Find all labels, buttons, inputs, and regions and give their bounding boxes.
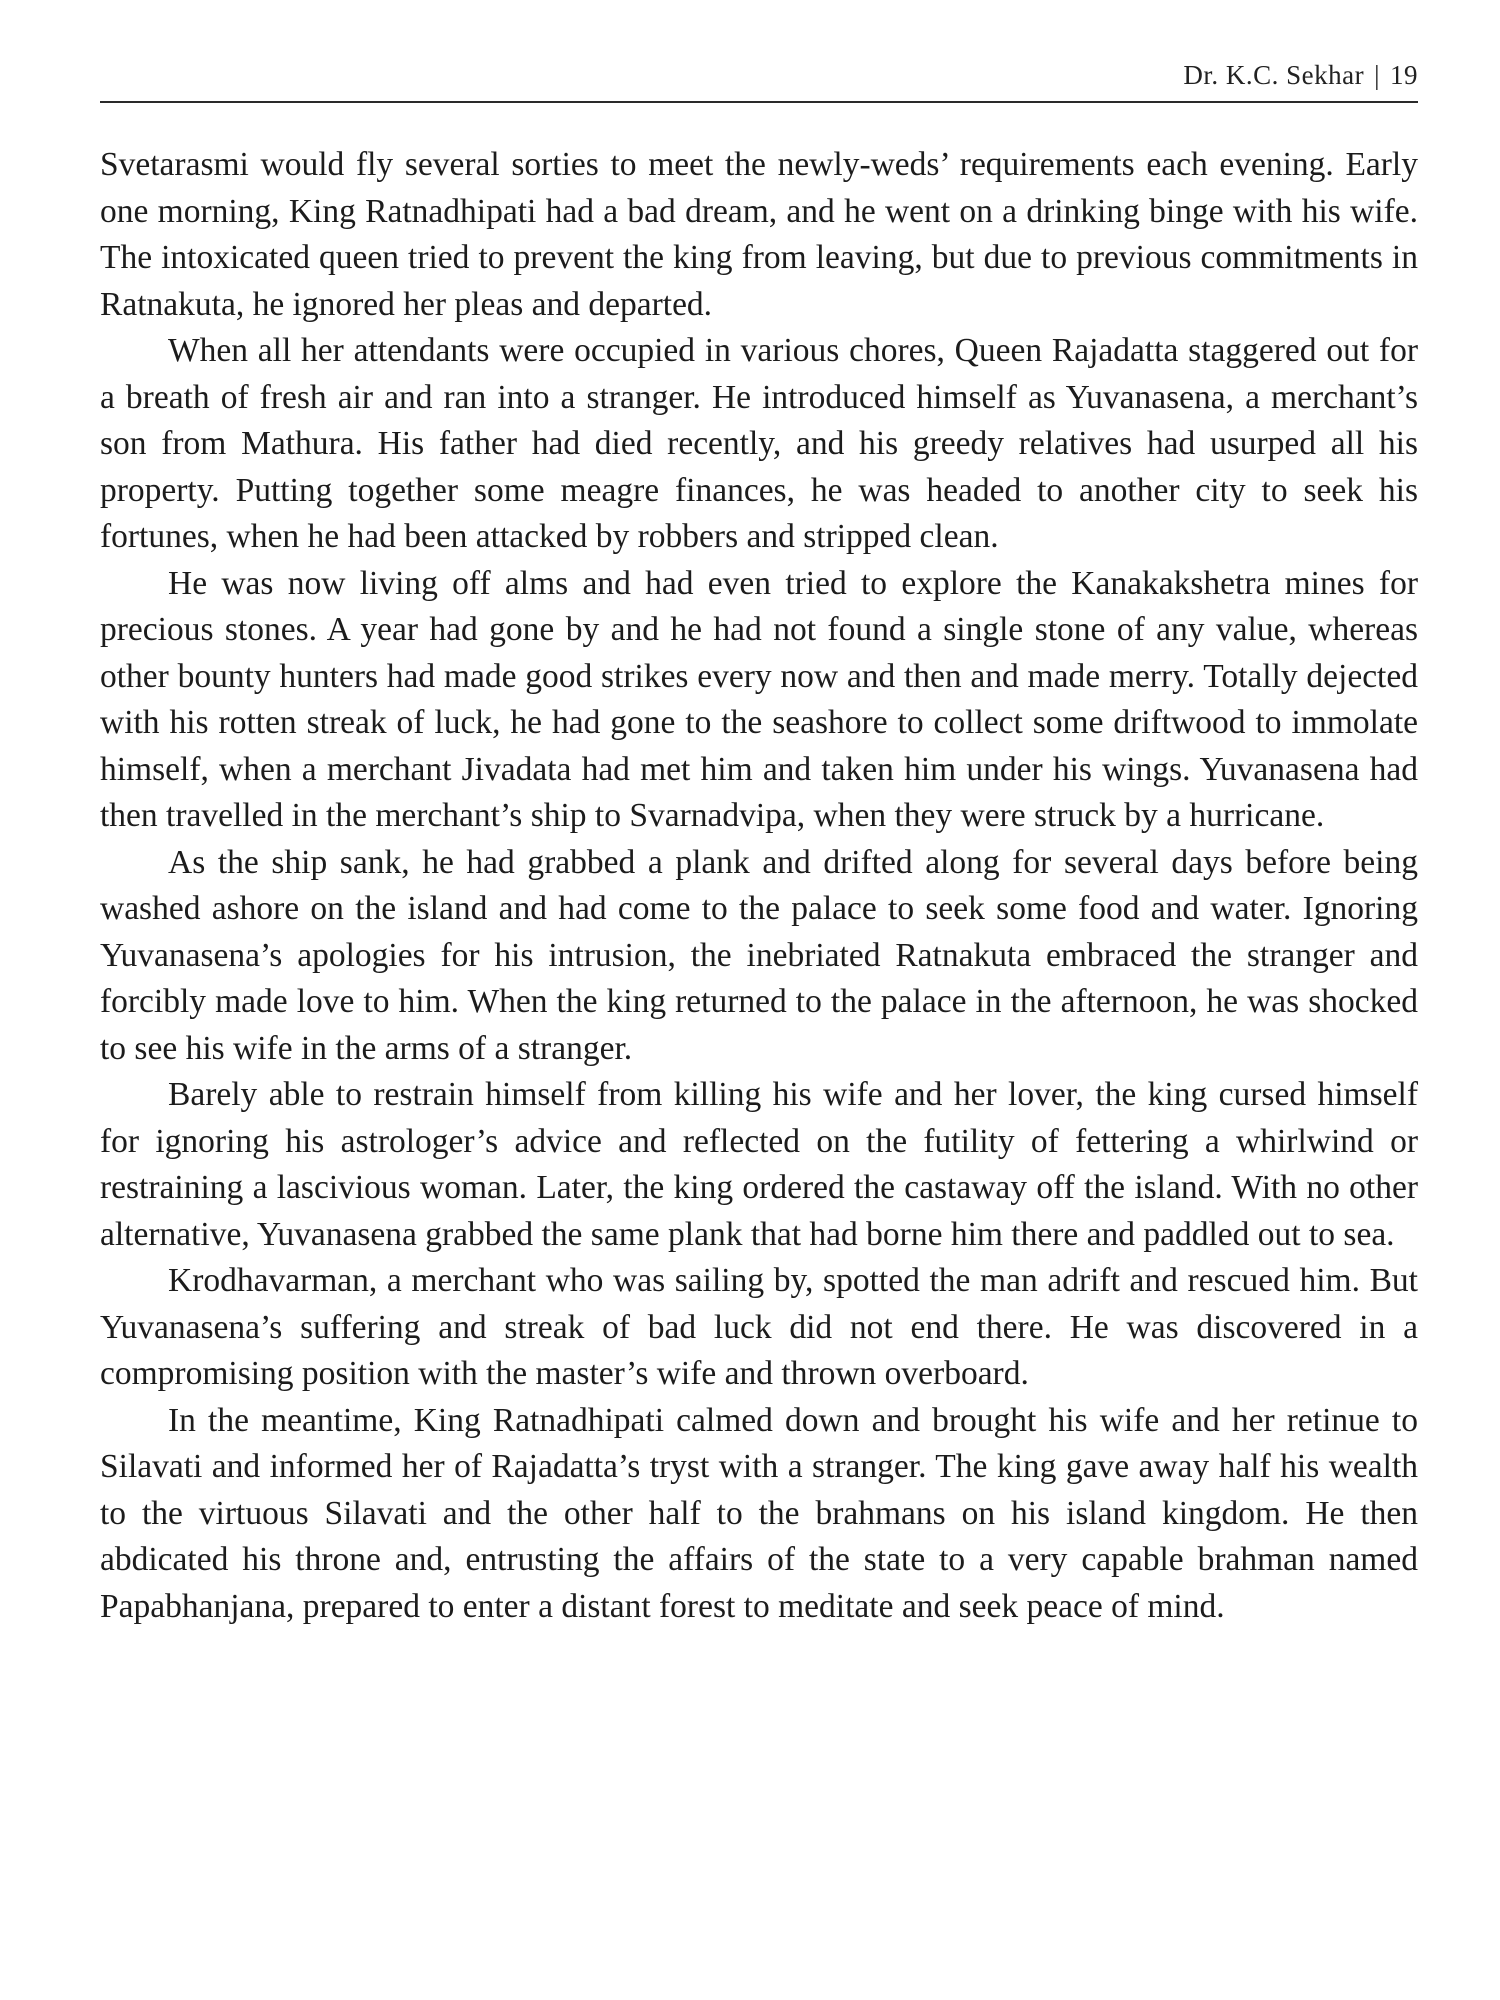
paragraph: Svetarasmi would fly several sorties to meet the newly-weds’ requirements each evening. Early one morning, King Ratnadhipati had a bad dream, and he went on a drinking binge with his wife. The intoxicated queen tried to prevent the king from leaving, but due to previous commitments in Ratnakuta, he ignored her pleas and departed. bbox=[100, 146, 1418, 323]
paragraph: As the ship sank, he had grabbed a plank and drifted along for several days before being washed ashore on the island and had come to the palace to seek some food and water. Ignoring Yuvanasena’s apologies for his intrusion, the inebriated Ratnakuta embraced the stranger and forcibly made love to him. When the king returned to the palace in the afternoon, he was shocked to see his wife in the arms of a stranger. bbox=[100, 843, 1418, 1067]
paragraph: When all her attendants were occupied in various chores, Queen Rajadatta staggered out for a breath of fresh air and ran into a stranger. He introduced himself as Yuvanasena, a merchant’s son from Mathura. His father had died recently, and his greedy relatives had usurped all his property. Putting together some meagre finances, he was headed to another city to seek his fortunes, when he had been attacked by robbers and stripped clean. bbox=[100, 332, 1418, 555]
paragraph: Krodhavarman, a merchant who was sailing by, spotted the man adrift and rescued him. But Yuvanasena’s suffering and streak of bad luck did not end there. He was discovered in a compromising position with the master’s wife and thrown overboard. bbox=[100, 1262, 1418, 1392]
running-header bbox=[1183, 60, 1418, 91]
body-text bbox=[100, 142, 1418, 1630]
header-author: Dr. K.C. Sekhar bbox=[1183, 60, 1365, 90]
page-number: 19 bbox=[1390, 60, 1418, 90]
paragraph: He was now living off alms and had even tried to explore the Kanakakshetra mines for precious stones. A year had gone by and he had not found a single stone of any value, whereas other bounty hunters had made good strikes every now and then and made merry. Totally dejected with his rotten streak of luck, he had gone to the seashore to collect some driftwood to immolate himself, when a merchant Jivadata had met him and taken him under his wings. Yuvanasena had then travelled in the merchant’s ship to Svarnadvipa, when they were struck by a hurricane. bbox=[100, 564, 1418, 834]
paragraph: Barely able to restrain himself from killing his wife and her lover, the king cursed himself for ignoring his astrologer’s advice and reflected on the futility of fettering a whirlwind or restraining a lascivious woman. Later, the king ordered the castaway off the island. With no other alternative, Yuvanasena grabbed the same plank that had borne him there and paddled out to sea. bbox=[100, 1076, 1418, 1253]
header-separator: | bbox=[1374, 60, 1380, 90]
header-rule bbox=[100, 101, 1418, 103]
paragraph: In the meantime, King Ratnadhipati calmed down and brought his wife and her retinue to Silavati and informed her of Rajadatta’s tryst with a stranger. The king gave away half his wealth to the virtuous Silavati and the other half to the brahmans on his island kingdom. He then abdicated his throne and, entrusting the affairs of the state to a very capable brahman named Papabhanjana, prepared to enter a distant forest to meditate and seek peace of mind. bbox=[100, 1401, 1418, 1625]
